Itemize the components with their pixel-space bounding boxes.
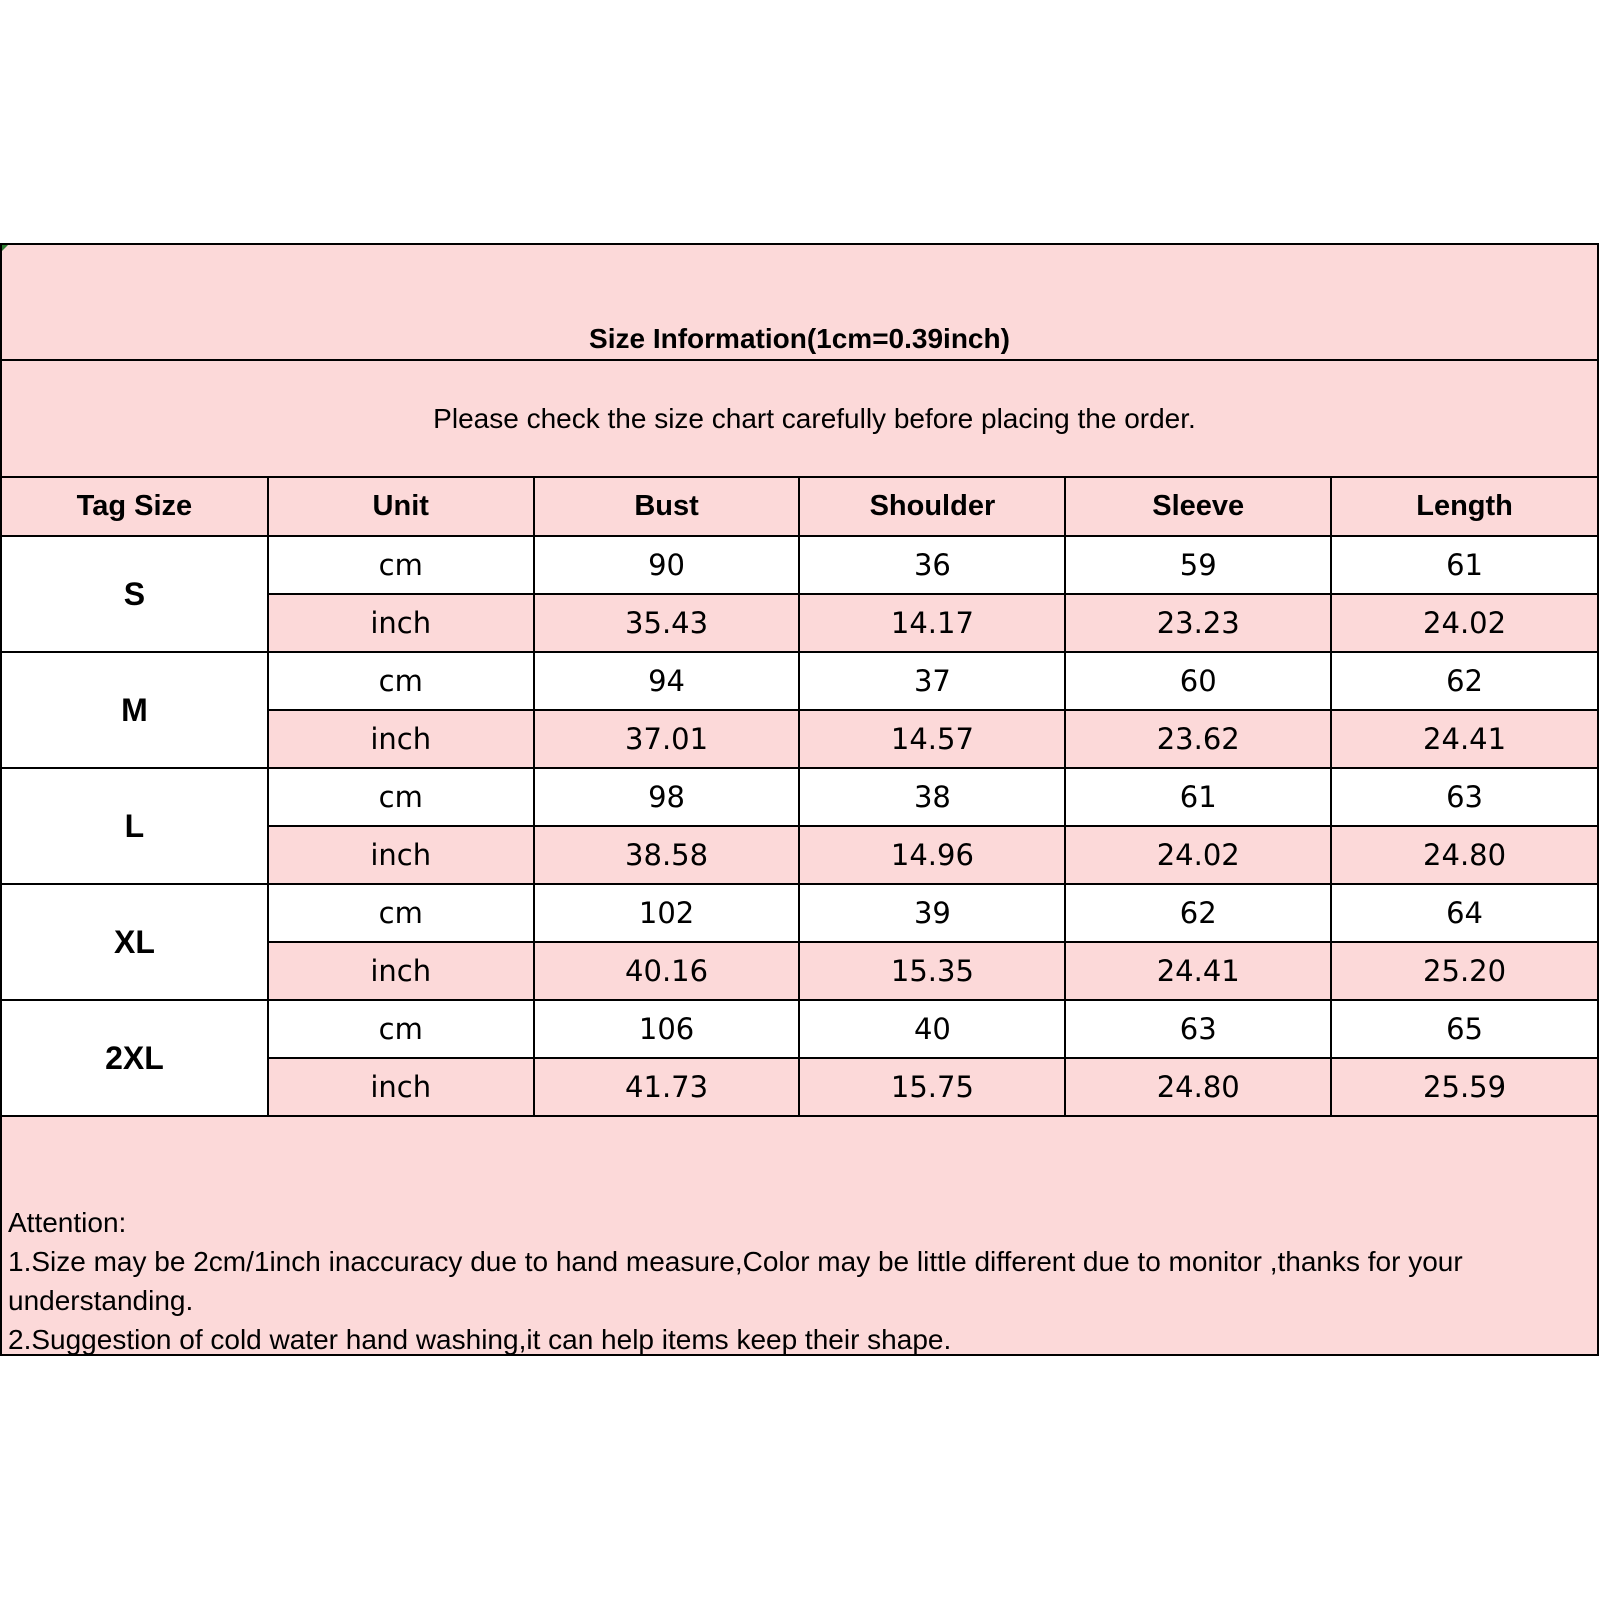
unit-cell: cm [268, 536, 534, 594]
shoulder-cell: 15.75 [799, 1058, 1065, 1116]
header-bust: Bust [534, 478, 800, 536]
shoulder-cell: 14.17 [799, 594, 1065, 652]
bust-cell: 98 [534, 768, 800, 826]
sleeve-cell: 24.02 [1065, 826, 1331, 884]
bust-cell: 106 [534, 1000, 800, 1058]
tag-size-cell: L [2, 768, 268, 884]
bust-cell: 37.01 [534, 710, 800, 768]
table-row [2, 536, 1597, 594]
length-cell: 63 [1331, 768, 1597, 826]
header-row [2, 478, 1597, 536]
tag-size-cell: XL [2, 884, 268, 1000]
unit-cell: cm [268, 768, 534, 826]
sleeve-cell: 24.80 [1065, 1058, 1331, 1116]
title-band [2, 245, 1597, 361]
length-cell: 61 [1331, 536, 1597, 594]
bust-cell: 41.73 [534, 1058, 800, 1116]
length-cell: 25.20 [1331, 942, 1597, 1000]
unit-cell: cm [268, 1000, 534, 1058]
shoulder-cell: 37 [799, 652, 1065, 710]
bust-cell: 94 [534, 652, 800, 710]
unit-cell: inch [268, 594, 534, 652]
sleeve-cell: 24.41 [1065, 942, 1331, 1000]
length-cell: 65 [1331, 1000, 1597, 1058]
unit-cell: cm [268, 884, 534, 942]
length-cell: 24.80 [1331, 826, 1597, 884]
length-cell: 64 [1331, 884, 1597, 942]
header-length: Length [1331, 478, 1597, 536]
shoulder-cell: 40 [799, 1000, 1065, 1058]
header-sleeve: Sleeve [1065, 478, 1331, 536]
table-row [2, 884, 1597, 942]
attention-line-1: 1.Size may be 2cm/1inch inaccuracy due to hand measure,Color may be little different due to monitor ,thanks for your understanding. [8, 1246, 1463, 1316]
bust-cell: 102 [534, 884, 800, 942]
length-cell: 25.59 [1331, 1058, 1597, 1116]
notice-band [2, 361, 1597, 478]
shoulder-cell: 39 [799, 884, 1065, 942]
sleeve-cell: 61 [1065, 768, 1331, 826]
unit-cell: inch [268, 1058, 534, 1116]
sleeve-cell: 63 [1065, 1000, 1331, 1058]
length-cell: 24.02 [1331, 594, 1597, 652]
table-row [2, 652, 1597, 710]
header-tag-size: Tag Size [2, 478, 268, 536]
sleeve-cell: 62 [1065, 884, 1331, 942]
bust-cell: 90 [534, 536, 800, 594]
size-chart-sheet [0, 243, 1599, 1356]
tag-size-cell: M [2, 652, 268, 768]
size-chart-notice: Please check the size chart carefully before placing the order. [433, 402, 1196, 434]
unit-cell: cm [268, 652, 534, 710]
attention-heading: Attention: [8, 1207, 127, 1238]
unit-cell: inch [268, 710, 534, 768]
bust-cell: 40.16 [534, 942, 800, 1000]
shoulder-cell: 14.57 [799, 710, 1065, 768]
shoulder-cell: 36 [799, 536, 1065, 594]
attention-line-2: 2.Suggestion of cold water hand washing,it can help items keep their shape. [8, 1324, 952, 1355]
sleeve-cell: 23.62 [1065, 710, 1331, 768]
size-table [2, 478, 1597, 1117]
length-cell: 24.41 [1331, 710, 1597, 768]
length-cell: 62 [1331, 652, 1597, 710]
table-row [2, 768, 1597, 826]
sleeve-cell: 23.23 [1065, 594, 1331, 652]
header-shoulder: Shoulder [799, 478, 1065, 536]
tag-size-cell: S [2, 536, 268, 652]
bust-cell: 35.43 [534, 594, 800, 652]
sleeve-cell: 59 [1065, 536, 1331, 594]
shoulder-cell: 14.96 [799, 826, 1065, 884]
bust-cell: 38.58 [534, 826, 800, 884]
shoulder-cell: 15.35 [799, 942, 1065, 1000]
size-chart-title: Size Information(1cm=0.39inch) [589, 323, 1010, 354]
header-unit: Unit [268, 478, 534, 536]
sleeve-cell: 60 [1065, 652, 1331, 710]
attention-notes [8, 1203, 1568, 1359]
tag-size-cell: 2XL [2, 1000, 268, 1116]
unit-cell: inch [268, 826, 534, 884]
unit-cell: inch [268, 942, 534, 1000]
shoulder-cell: 38 [799, 768, 1065, 826]
table-row [2, 1000, 1597, 1058]
